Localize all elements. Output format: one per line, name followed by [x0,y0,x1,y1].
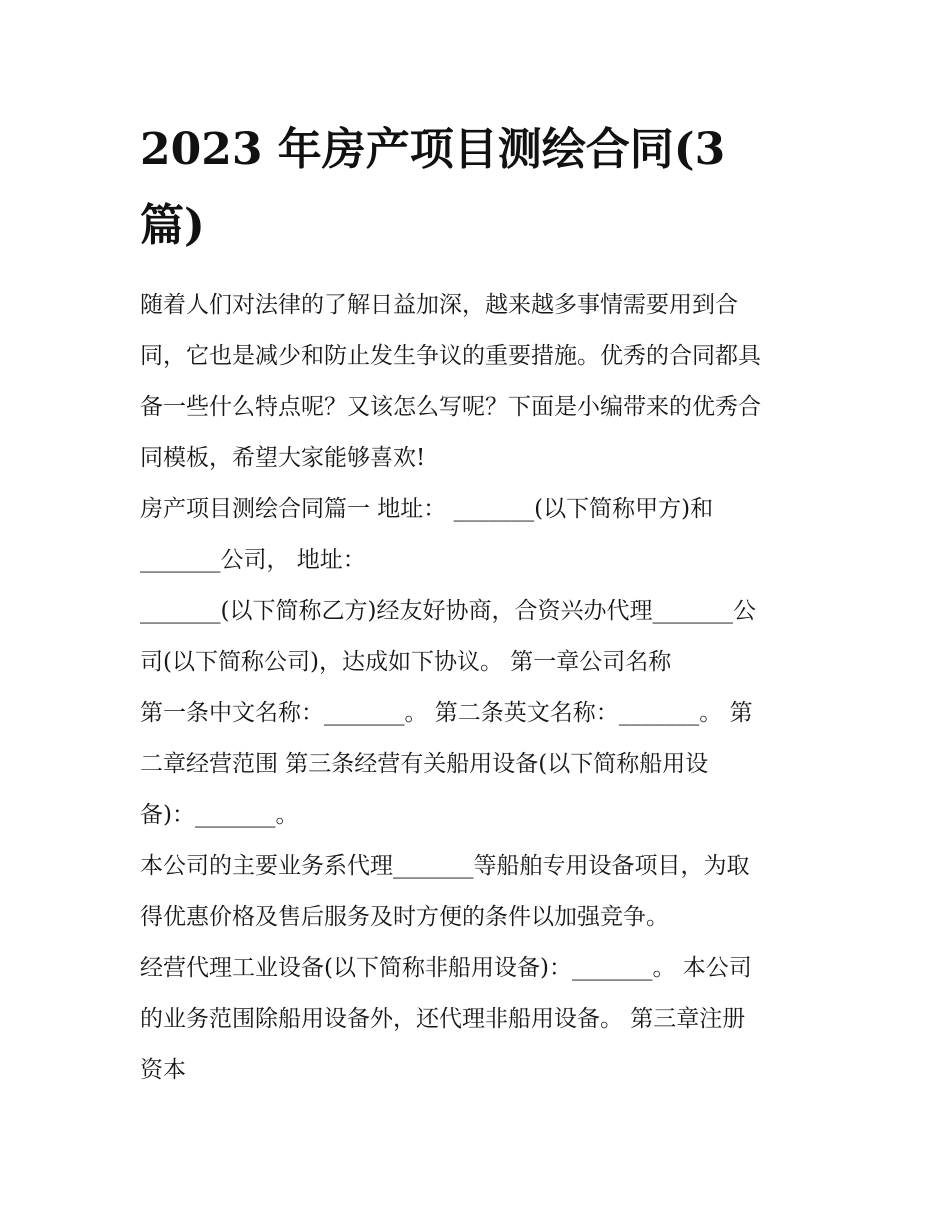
title-line: 2023 年房产项目测绘合同(3 [140,124,726,175]
body-line: 资本 [140,1057,186,1083]
body-line: _______(以下简称乙方)经友好协商，合资兴办代理_______公 [140,598,756,624]
body-line: 房产项目测绘合同篇一 地址： _______(以下简称甲方)和 [140,496,714,522]
body-line: 司(以下简称公司)，达成如下协议。 第一章公司名称 [140,649,672,675]
body-line: _______公司， 地址： [140,547,366,573]
body-line: 得优惠价格及售后服务及时方便的条件以加强竞争。 [140,904,669,930]
body-line: 同模板，希望大家能够喜欢! [140,445,426,471]
document-body [140,280,830,1096]
body-line: 同，它也是减少和防止发生争议的重要措施。优秀的合同都具 [140,343,761,369]
body-line: 二章经营范围 第三条经营有关船用设备(以下简称船用设 [140,751,709,777]
body-line: 本公司的主要业务系代理_______等船舶专用设备项目，为取 [140,853,750,879]
body-line: 备一些什么特点呢？又该怎么写呢？下面是小编带来的优秀合 [140,394,761,420]
body-line: 随着人们对法律的了解日益加深，越来越多事情需要用到合 [140,292,738,318]
body-line: 备)：_______。 [140,802,299,828]
title-line: 篇) [140,200,205,251]
page-title [140,112,800,264]
body-line: 第一条中文名称：_______。 第二条英文名称：_______。 第 [140,700,753,726]
body-line: 的业务范围除船用设备外，还代理非船用设备。 第三章注册 [140,1006,746,1032]
body-line: 经营代理工业设备(以下简称非船用设备)：_______。 本公司 [140,955,752,981]
